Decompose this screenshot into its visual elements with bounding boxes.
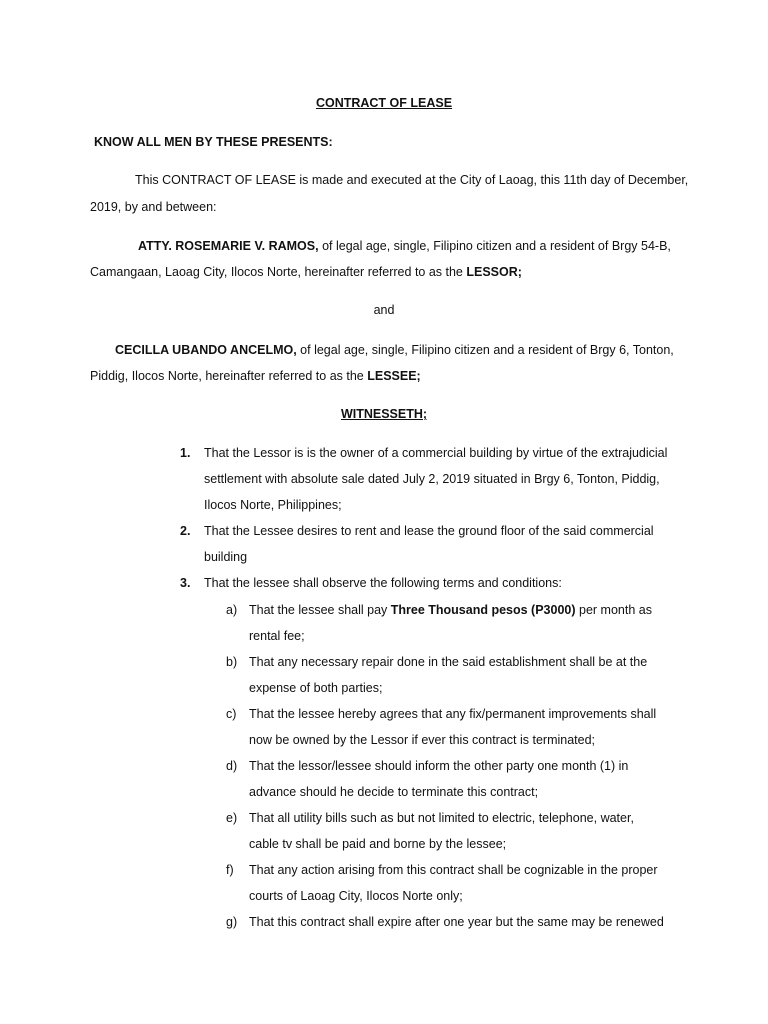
lessee-role: LESSEE; <box>367 369 421 383</box>
list-item-2-line-2: building <box>204 550 248 564</box>
lessor-line-1 <box>138 238 671 254</box>
list-item-2-line-1: That the Lessee desires to rent and lease the ground floor of the said commercial <box>204 524 654 538</box>
lessee-line-1 <box>115 342 674 358</box>
list-item-3-line-1: That the lessee shall observe the following terms and conditions: <box>204 576 562 590</box>
subitem-b-line-2: expense of both parties; <box>249 681 383 695</box>
subitem-g-line-1: That this contract shall expire after one year but the same may be renewed <box>249 915 664 929</box>
subitem-e-line-1: That all utility bills such as but not limited to electric, telephone, water, <box>249 811 634 825</box>
subitem-d-line-2: advance should he decide to terminate this contract; <box>249 785 539 799</box>
subitem-f-line-1: That any action arising from this contract shall be cognizable in the proper <box>249 863 658 877</box>
subitem-letter: b) <box>226 655 238 669</box>
subitem-a-line-1 <box>249 602 652 618</box>
rent-amount: Three Thousand pesos (P3000) <box>390 603 576 617</box>
list-item-1-line-2: settlement with absolute sale dated July 2, 2019 situated in Brgy 6, Tonton, Piddig, <box>204 472 660 486</box>
lessee-line-2-text: Piddig, Ilocos Norte, hereinafter referred to as the <box>90 369 368 383</box>
lessor-line-1-rest: of legal age, single, Filipino citizen and a resident of Brgy 54-B, <box>318 239 671 253</box>
subitem-a-text-after: per month as <box>575 603 652 617</box>
and-connector: and <box>373 303 395 317</box>
lessor-line-2-text: Camangaan, Laoag City, Ilocos Norte, hereinafter referred to as the <box>90 265 467 279</box>
lessee-line-1-rest: of legal age, single, Filipino citizen and a resident of Brgy 6, Tonton, <box>296 343 674 357</box>
document-title: CONTRACT OF LEASE <box>315 96 453 110</box>
subitem-d-line-1: That the lessor/lessee should inform the other party one month (1) in <box>249 759 629 773</box>
subitem-letter: f) <box>226 863 234 877</box>
witnesseth-heading: WITNESSETH; <box>340 407 428 421</box>
subitem-c-line-2: now be owned by the Lessor if ever this contract is terminated; <box>249 733 596 747</box>
subitem-a-text: That the lessee shall pay <box>249 603 391 617</box>
list-item-number: 3. <box>180 576 191 590</box>
lessor-line-2 <box>90 264 522 280</box>
subitem-letter: d) <box>226 759 238 773</box>
subitem-letter: e) <box>226 811 238 825</box>
subitem-letter: a) <box>226 603 238 617</box>
lessor-name: ATTY. ROSEMARIE V. RAMOS, <box>138 239 319 253</box>
subitem-c-line-1: That the lessee hereby agrees that any fix/permanent improvements shall <box>249 707 657 721</box>
subitem-b-line-1: That any necessary repair done in the said establishment shall be at the <box>249 655 648 669</box>
subitem-e-line-2: cable tv shall be paid and borne by the lessee; <box>249 837 507 851</box>
know-all-heading: KNOW ALL MEN BY THESE PRESENTS: <box>94 135 333 149</box>
list-item-number: 2. <box>180 524 191 538</box>
list-item-1-line-3: Ilocos Norte, Philippines; <box>204 498 342 512</box>
lessee-name: CECILLA UBANDO ANCELMO, <box>115 343 297 357</box>
lessee-line-2 <box>90 368 421 384</box>
subitem-f-line-2: courts of Laoag City, Ilocos Norte only; <box>249 889 463 903</box>
subitem-letter: g) <box>226 915 238 929</box>
subitem-letter: c) <box>226 707 237 721</box>
list-item-1-line-1: That the Lessor is is the owner of a commercial building by virtue of the extrajudicial <box>204 446 668 460</box>
list-item-number: 1. <box>180 446 191 460</box>
intro-line-1: This CONTRACT OF LEASE is made and executed at the City of Laoag, this 11th day of December, <box>135 173 689 187</box>
intro-line-2: 2019, by and between: <box>90 200 217 214</box>
subitem-a-line-2: rental fee; <box>249 629 305 643</box>
lessor-role: LESSOR; <box>466 265 522 279</box>
